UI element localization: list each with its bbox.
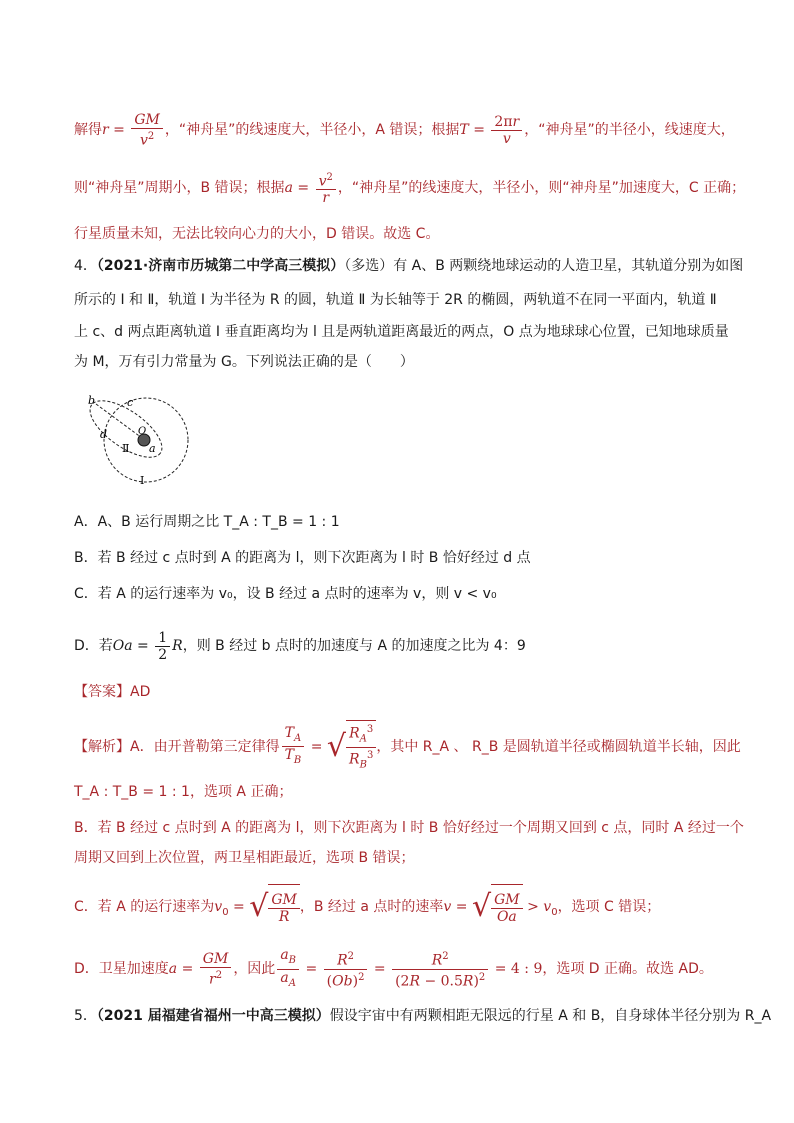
text-segment: D．卫星加速度	[74, 961, 169, 977]
label-orbit-ii: Ⅱ	[122, 442, 130, 455]
orbit-diagram	[86, 392, 196, 492]
formula-r2-over-expr: $\frac{R^2}{(2R - 0.5R)^2}$	[392, 949, 488, 989]
q4-line-2: 所示的 Ⅰ 和 Ⅱ，轨道 Ⅰ 为半径为 R 的圆，轨道 Ⅱ 为长轴等于 2R 的椭圆，两轨道不在同一平面内，轨道 Ⅱ	[74, 292, 717, 308]
formula-gm-over-v2: $\frac{GM}{v^2}$	[131, 112, 163, 149]
label-o: O	[138, 426, 147, 437]
q4-analysis-b-line-1: B．若 B 经过 c 点时到 A 的距离为 l，则下次距离为 l 时 B 恰好经过一个周期又回到 c 点，同时 A 经过一个	[74, 820, 744, 836]
q5-line-1	[74, 1006, 772, 1026]
text-segment: ，“神舟星”的半径小，线速度大，	[524, 122, 735, 138]
q4-line-1	[74, 256, 754, 276]
formula-v2-over-r: $\frac{v^2}{r}$	[316, 170, 336, 207]
q4-analysis-a-line-1: 【解析】A．由开普勒第三定律得 $\frac{T_A}{T_B}$ = √ $\frac{R_A^3}{R_B^3}$ ，其中 R_A 、 R_B 是圆轨道半径或椭圆轨道半长轴，因此	[74, 720, 754, 764]
q4-option-c: C．若 A 的运行速率为 v₀，设 B 经过 a 点时的速率为 v，则 v < v₀	[74, 586, 497, 602]
text-segment: ，选项 D 正确。故选 AD。	[542, 961, 713, 977]
text-segment: 则“神舟星”周期小，B 错误；根据	[74, 180, 285, 196]
prev-solution-line-2: 则“神舟星”周期小，B 错误；根据a = $\frac{v^2}{r}$ ，“神舟星”的线速度大，半径小，则“神舟星”加速度大，C 正确；	[74, 171, 746, 207]
formula-r: r	[102, 122, 109, 138]
formula-t: T	[459, 122, 469, 138]
text-segment: C．若 A 的运行速率为	[74, 899, 215, 915]
label-b: b	[88, 394, 96, 407]
label-orbit-i: Ⅰ	[140, 474, 145, 487]
q4-answer: 【答案】AD	[74, 684, 151, 700]
q4-number: 4．	[74, 258, 97, 274]
q5-source: （2021 届福建省福州一中高三模拟）	[96, 1008, 330, 1024]
text-segment: 假设宇宙中有两颗相距无限远的行星 A 和 B，自身球体半径分别为 R_A	[329, 1008, 772, 1024]
label-d: d	[100, 428, 108, 441]
text-segment: ，因此	[233, 961, 276, 977]
formula-sqrt-gm-oa: √ $\frac{GM}{Oa}$	[472, 884, 523, 930]
text-segment: （多选）有 A、B 两颗绕地球运动的人造卫星，其轨道分别为如图	[344, 258, 744, 274]
q4-option-d: D．若Oa = $\frac{1}{2}$ R，则 B 经过 b 点时的加速度与 A 的加速度之比为 4：9	[74, 629, 526, 663]
formula-half: $\frac{1}{2}$	[155, 630, 170, 663]
q4-analysis-a-line-2: T_A : T_B = 1 : 1，选项 A 正确；	[74, 784, 293, 800]
formula-2pir-over-v: $\frac{2\pi r}{v}$	[491, 114, 522, 147]
text-segment: D．若	[74, 638, 113, 654]
text-segment: ，其中 R_A 、 R_B 是圆轨道半径或椭圆轨道半长轴，因此	[376, 738, 741, 755]
formula-sqrt-ra3-rb3: √ $\frac{R_A^3}{R_B^3}$	[327, 720, 376, 774]
formula-r2-over-ob2: $\frac{R^2}{(Ob)^2}$	[324, 949, 368, 989]
orbit-figure	[86, 392, 196, 492]
text-segment: ，“神舟星”的线速度大，半径小，A 错误；根据	[164, 122, 460, 138]
q4-analysis-c: C．若 A 的运行速率为$v_0$ = √ $\frac{GM}{R}$ ，B 经过 a 点时的速率v = √ $\frac{GM}{Oa}$ > $v_0$，选项 C 错误；	[74, 884, 754, 928]
text-segment: ，“神舟星”的线速度大，半径小，则“神舟星”加速度大，C 正确；	[337, 180, 746, 196]
formula-ta-over-tb: $\frac{T_A}{T_B}$	[282, 725, 305, 770]
text-segment: ，B 经过 a 点时的速率	[299, 899, 444, 915]
formula-gm-over-r2: $\frac{GM}{r^2}$	[200, 951, 232, 988]
q4-source: （2021·济南市历城第二中学高三模拟）	[96, 258, 345, 274]
q5-number: 5．	[74, 1008, 97, 1024]
q4-option-b: B．若 B 经过 c 点时到 A 的距离为 l，则下次距离为 l 时 B 恰好经过 d 点	[74, 550, 531, 566]
text-segment: A．由开普勒第三定律得	[130, 738, 280, 755]
q4-option-a: A．A、B 运行周期之比 T_A : T_B = 1 : 1	[74, 514, 340, 530]
text-segment: ，则 B 经过 b 点时的加速度与 A 的加速度之比为 4：9	[182, 638, 526, 654]
formula-sqrt-gm-r: √ $\frac{GM}{R}$	[249, 884, 300, 930]
label-a: a	[149, 442, 156, 455]
label-c: c	[127, 396, 134, 409]
q4-line-4: 为 M，万有引力常量为 G。下列说法正确的是（ ）	[74, 354, 414, 370]
prev-solution-line-1: 解得r = $\frac{GM}{v^2}$ ，“神舟星”的线速度大，半径小，A 错误；根据T = $\frac{2\pi r}{v}$ ，“神舟星”的半径小，线速度大，	[74, 111, 735, 149]
text-segment: 解得	[74, 122, 102, 138]
prev-solution-line-3: 行星质量未知，无法比较向心力的大小，D 错误。故选 C。	[74, 226, 440, 242]
analysis-tag: 【解析】	[74, 738, 130, 755]
q4-line-3: 上 c、d 两点距离轨道 Ⅰ 垂直距离均为 l 且是两轨道距离最近的两点，O 点为地球球心位置，已知地球质量	[74, 324, 729, 340]
q4-analysis-b-line-2: 周期又回到上次位置，两卫星相距最近，选项 B 错误；	[74, 850, 415, 866]
formula-ab-over-aa: $\frac{a_B}{a_A}$	[277, 947, 299, 992]
text-segment: ，选项 C 错误；	[557, 899, 661, 915]
q4-analysis-d: D．卫星加速度a = $\frac{GM}{r^2}$ ，因此 $\frac{a_B}{a_A}$ = $\frac{R^2}{(Ob)^2}$ = $\frac{R^2}{(2R - 0.5R)^2}$ = 4 : 9，选项 D 正确。故选 AD。	[74, 946, 754, 992]
